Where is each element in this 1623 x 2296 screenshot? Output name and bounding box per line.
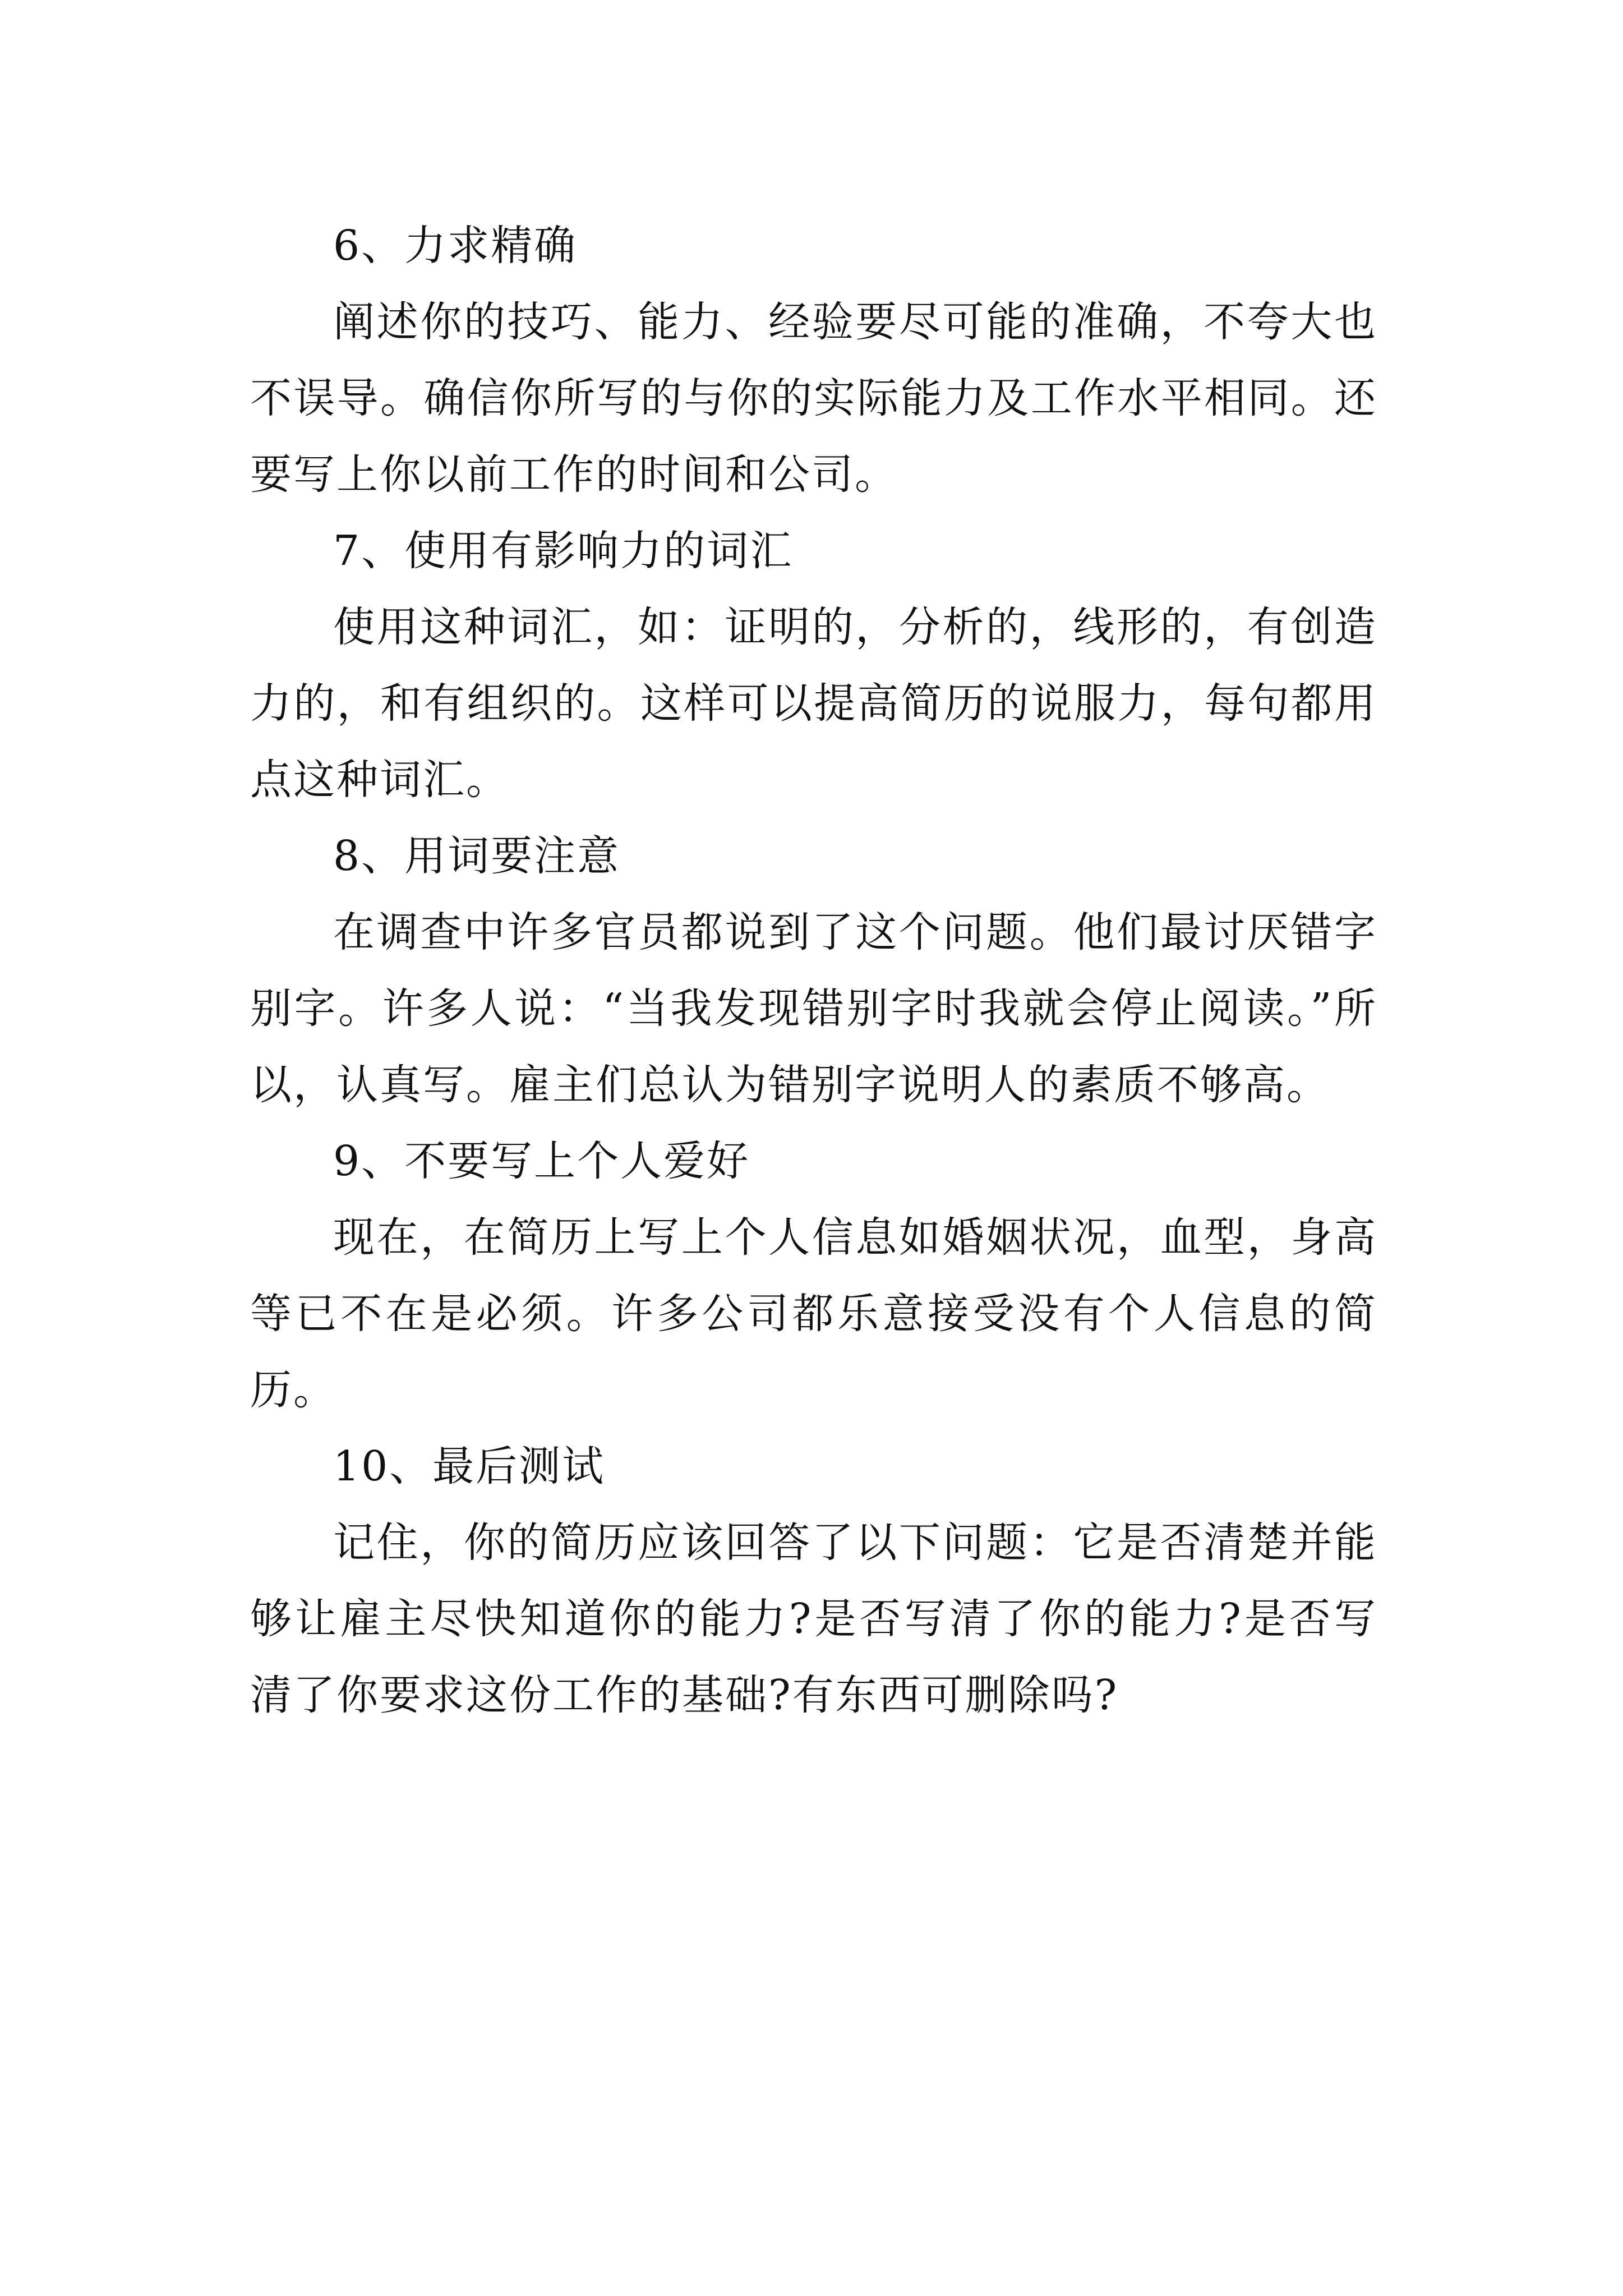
- section-paragraph-9: 现在，在简历上写上个人信息如婚姻状况，血型，身高等已不在是必须。许多公司都乐意接受没有个人信息的简历。: [250, 1213, 1377, 1414]
- section-heading-6: 6、力求精确: [333, 222, 578, 270]
- section-heading-10: 10、最后测试: [333, 1442, 606, 1490]
- section-heading-7: 7、使用有影响力的词汇: [333, 527, 794, 575]
- document-body: [250, 208, 1377, 1733]
- section-paragraph-7: 使用这种词汇，如：证明的，分析的，线形的，有创造力的，和有组织的。这样可以提高简历的说服力，每句都用点这种词汇。: [250, 603, 1377, 804]
- section-heading-9: 9、不要写上个人爱好: [333, 1137, 750, 1185]
- section-paragraph-6: 阐述你的技巧、能力、经验要尽可能的准确，不夸大也不误导。确信你所写的与你的实际能力及工作水平相同。还要写上你以前工作的时间和公司。: [250, 298, 1377, 499]
- section-paragraph-8: 在调查中许多官员都说到了这个问题。他们最讨厌错字别字。许多人说：“当我发现错别字时我就会停止阅读。”所以，认真写。雇主们总认为错别字说明人的素质不够高。: [250, 908, 1377, 1109]
- section-paragraph-10: 记住，你的简历应该回答了以下问题：它是否清楚并能够让雇主尽快知道你的能力?是否写清了你的能力?是否写清了你要求这份工作的基础?有东西可删除吗?: [250, 1519, 1377, 1719]
- section-heading-8: 8、用词要注意: [333, 832, 621, 880]
